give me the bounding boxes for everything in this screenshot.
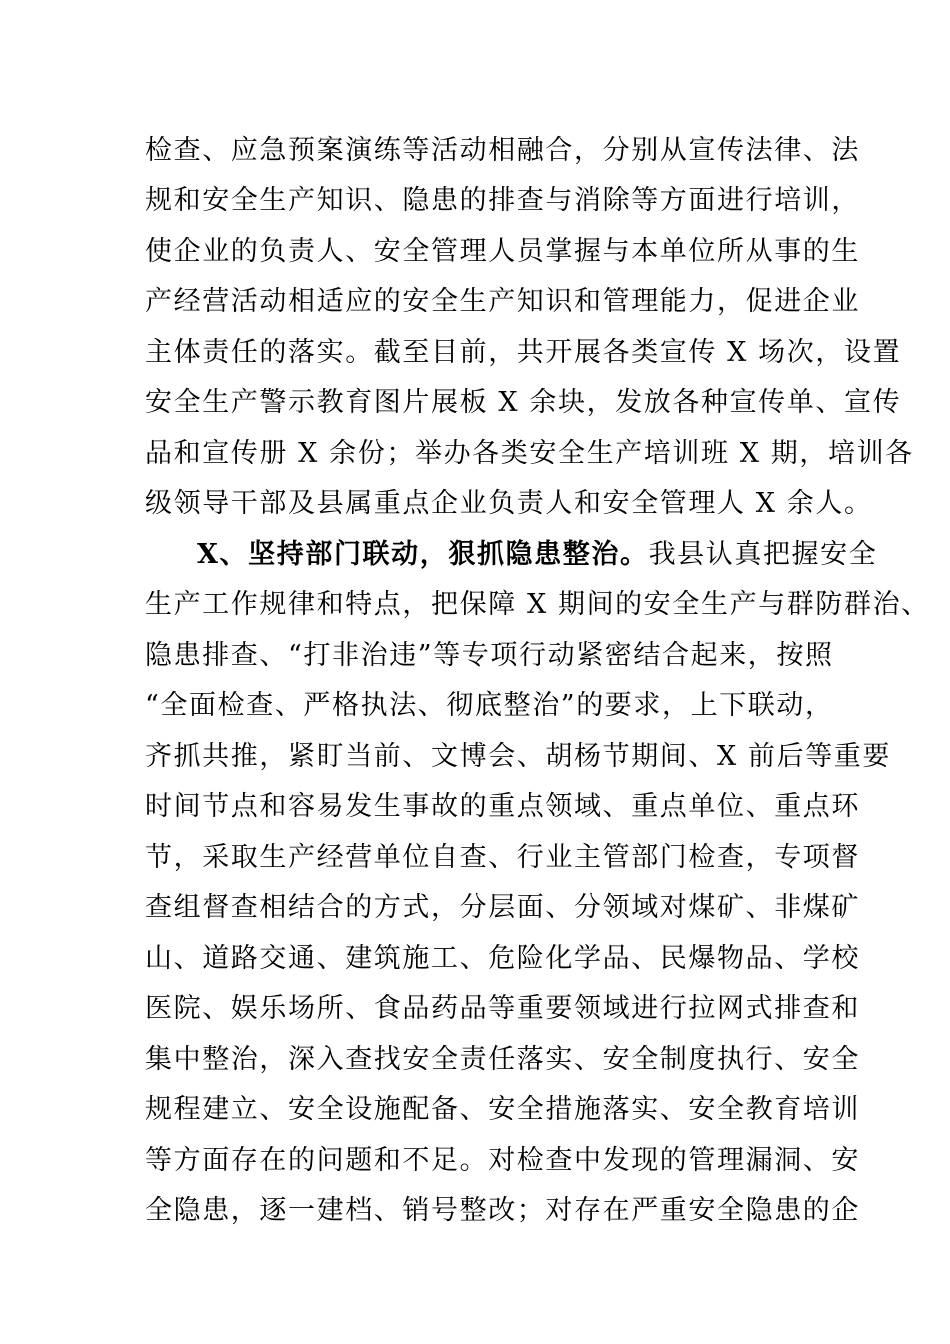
- body-text-line: 安全生产警示教育图片展板 X 余块，发放各种宣传单、宣传: [145, 387, 902, 418]
- body-text-line: 规程建立、安全设施配备、安全措施落实、安全教育培训: [145, 1094, 860, 1125]
- body-text-line: 山、道路交通、建筑施工、危险化学品、民爆物品、学校: [145, 943, 860, 974]
- body-text-line: 生产工作规律和特点，把保障 X 期间的安全生产与群防群治、: [145, 589, 930, 620]
- body-text-line: 等方面存在的问题和不足。对检查中发现的管理漏洞、安: [145, 1145, 860, 1176]
- section-heading: X、坚持部门联动，狠抓隐患整治。: [197, 539, 649, 570]
- body-text-line: “全面检查、严格执法、彻底整治”的要求，上下联动，: [145, 690, 834, 721]
- body-text-line: 齐抓共推，紧盯当前、文博会、胡杨节期间、X 前后等重要: [145, 741, 892, 772]
- body-text-line: 检查、应急预案演练等活动相融合，分别从宣传法律、法: [145, 135, 860, 166]
- body-text-line: 医院、娱乐场所、食品药品等重要领域进行拉网式排查和: [145, 993, 860, 1024]
- body-text-line: 时间节点和容易发生事故的重点领域、重点单位、重点环: [145, 791, 860, 822]
- body-text-line: 查组督查相结合的方式，分层面、分领域对煤矿、非煤矿: [145, 892, 860, 923]
- body-text-line: 全隐患，逐一建档、销号整改；对存在严重安全隐患的企: [145, 1195, 860, 1226]
- body-text-line: 规和安全生产知识、隐患的排查与消除等方面进行培训，: [145, 185, 860, 216]
- body-text-line: 品和宣传册 X 余份；举办各类安全生产培训班 X 期，培训各: [145, 438, 914, 469]
- body-text-line: 使企业的负责人、安全管理人员掌握与本单位所从事的生: [145, 236, 860, 267]
- body-text-line: 产经营活动相适应的安全生产知识和管理能力，促进企业: [145, 286, 860, 317]
- body-text-line: 主体责任的落实。截至目前，共开展各类宣传 X 场次，设置: [145, 337, 902, 368]
- section-first-line: [197, 538, 877, 572]
- body-text-line: 级领导干部及县属重点企业负责人和安全管理人 X 余人。: [145, 488, 873, 519]
- body-text-line: 集中整治，深入查找安全责任落实、安全制度执行、安全: [145, 1044, 860, 1075]
- body-text-line: 节，采取生产经营单位自查、行业主管部门检查，专项督: [145, 842, 860, 873]
- body-text-line: 隐患排查、“打非治违”等专项行动紧密结合起来，按照: [145, 640, 834, 671]
- section-first-line-text: 我县认真把握安全: [648, 539, 878, 570]
